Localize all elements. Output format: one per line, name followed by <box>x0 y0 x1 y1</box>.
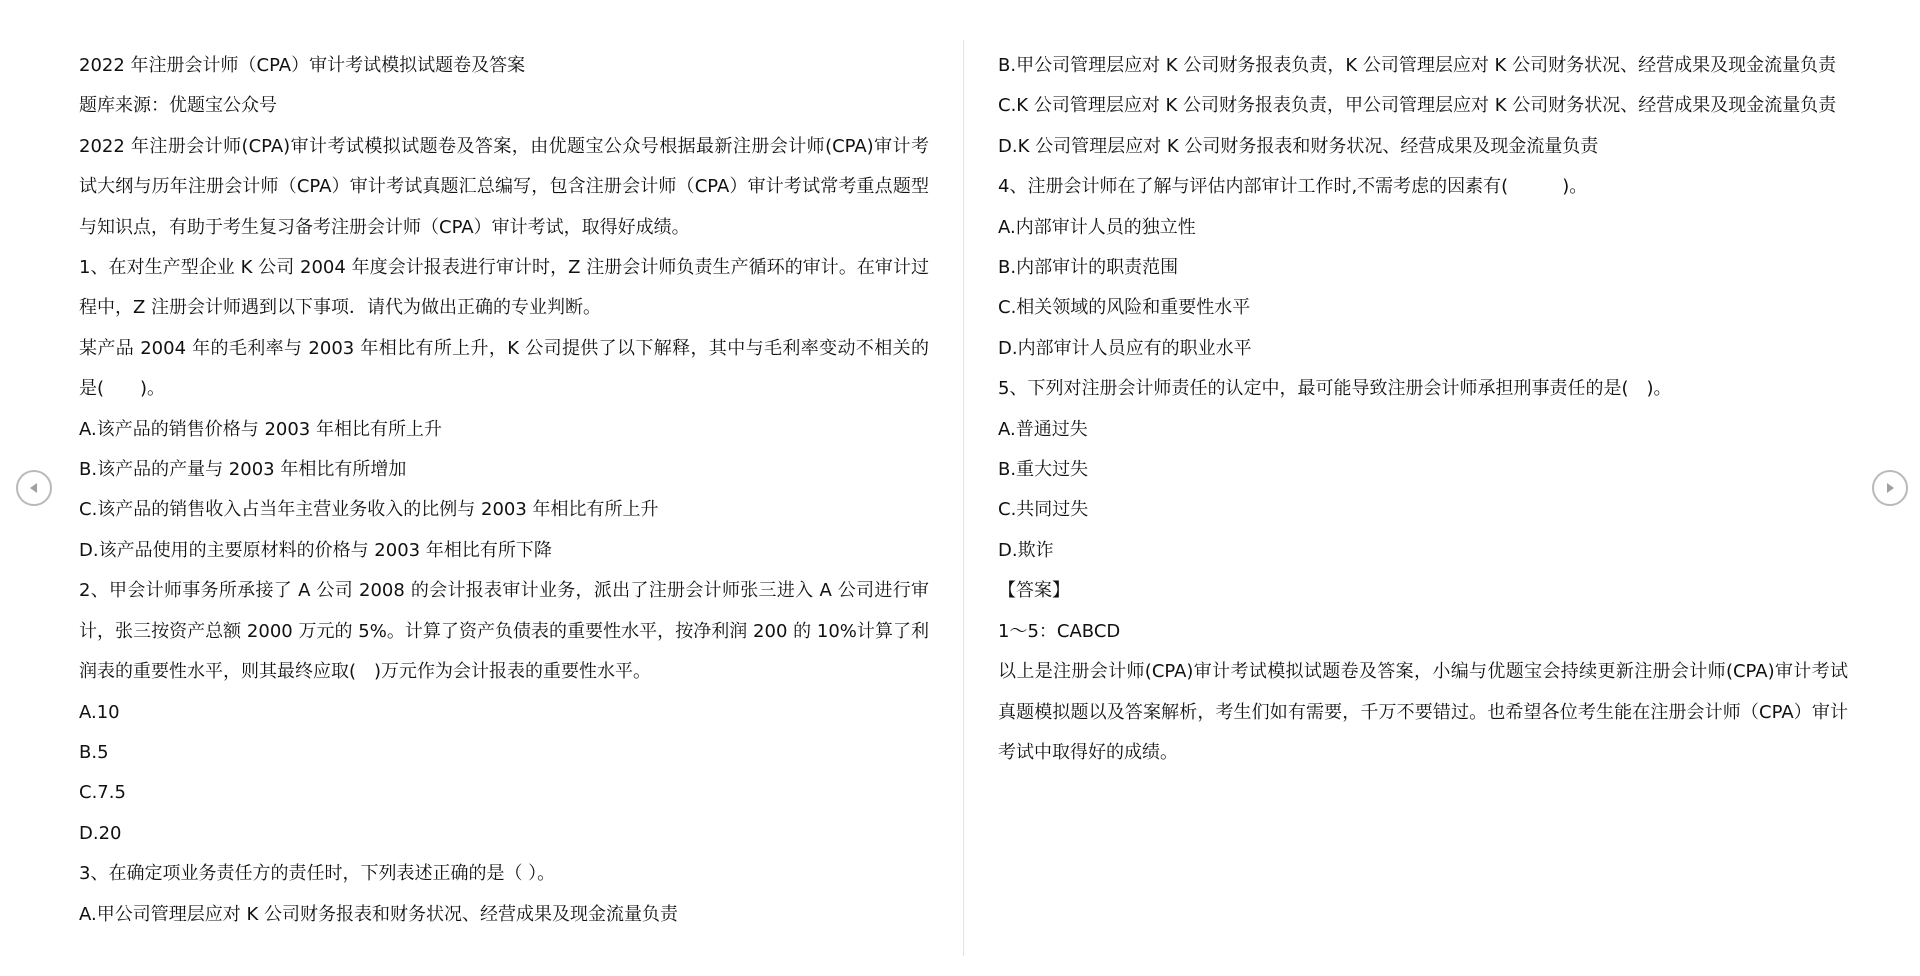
question-2-stem: 2、甲会计师事务所承接了 A 公司 2008 的会计报表审计业务，派出了注册会计师张三进入 A 公司进行审计，张三按资产总额 2000 万元的 5%。计算了资产负债表的重要性水平，按净利润 200 的 10%计算了利润表的重要性水平，则其最终应取( )万元作为会计报表的重要性水平。 <box>79 580 929 683</box>
document-title: 2022 年注册会计师（CPA）审计考试模拟试题卷及答案 <box>79 55 526 76</box>
page-divider <box>963 40 964 956</box>
closing-paragraph: 以上是注册会计师(CPA)审计考试模拟试题卷及答案，小编与优题宝会持续更新注册会计师(CPA)审计考试真题模拟题以及答案解析，考生们如有需要，千万不要错过。也希望各位考生能在注册会计师（CPA）审计考试中取得好的成绩。 <box>998 661 1848 763</box>
question-5-option-a: A.普通过失 <box>998 418 1088 440</box>
question-1-subquestion: 某产品 2004 年的毛利率与 2003 年相比有所上升，K 公司提供了以下解释，其中与毛利率变动不相关的是( )。 <box>79 337 929 400</box>
question-1-option-b: B.该产品的产量与 2003 年相比有所增加 <box>79 459 407 481</box>
question-2-option-d: D.20 <box>79 822 122 844</box>
question-3-option-a: A.甲公司管理层应对 K 公司财务报表和财务状况、经营成果及现金流量负责 <box>79 903 678 925</box>
intro-paragraph: 2022 年注册会计师(CPA)审计考试模拟试题卷及答案，由优题宝公众号根据最新注册会计师(CPA)审计考试大纲与历年注册会计师（CPA）审计考试真题汇总编写，包含注册会计师（CPA）审计考试常考重点题型与知识点，有助于考生复习备考注册会计师（CPA）审计考试，取得好成绩。 <box>79 135 929 238</box>
question-4-option-a: A.内部审计人员的独立性 <box>998 216 1196 238</box>
question-5-stem: 5、下列对注册会计师责任的认定中，最可能导致注册会计师承担刑事责任的是( )。 <box>998 378 1672 400</box>
question-3-option-c: C.K 公司管理层应对 K 公司财务报表负责，甲公司管理层应对 K 公司财务状况、经营成果及现金流量负责 <box>998 95 1837 117</box>
chevron-left-icon <box>27 481 41 495</box>
answer-heading: 【答案】 <box>998 580 1070 602</box>
question-3-stem: 3、在确定项业务责任方的责任时，下列表述正确的是（ ）。 <box>79 863 556 885</box>
right-page <box>998 46 1848 773</box>
question-5-option-b: B.重大过失 <box>998 459 1089 481</box>
question-2-option-a: A.10 <box>79 701 120 723</box>
previous-page-button[interactable] <box>16 470 52 506</box>
question-2-option-c: C.7.5 <box>79 782 126 804</box>
question-4-option-b: B.内部审计的职责范围 <box>998 257 1179 279</box>
chevron-right-icon <box>1883 481 1897 495</box>
question-4-option-d: D.内部审计人员应有的职业水平 <box>998 337 1252 359</box>
question-3-option-d: D.K 公司管理层应对 K 公司财务报表和财务状况、经营成果及现金流量负责 <box>998 135 1599 157</box>
question-3-option-b: B.甲公司管理层应对 K 公司财务报表负责，K 公司管理层应对 K 公司财务状况、经营成果及现金流量负责 <box>998 55 1837 76</box>
question-1-option-d: D.该产品使用的主要原材料的价格与 2003 年相比有所下降 <box>79 539 552 561</box>
question-5-option-c: C.共同过失 <box>998 499 1089 521</box>
answer-values: 1～5：CABCD <box>998 620 1121 642</box>
left-page <box>79 46 929 935</box>
question-4-option-c: C.相关领域的风险和重要性水平 <box>998 297 1251 319</box>
question-1-stem: 1、在对生产型企业 K 公司 2004 年度会计报表进行审计时，Z 注册会计师负责生产循环的审计。在审计过程中，Z 注册会计师遇到以下事项．请代为做出正确的专业判断。 <box>79 257 929 319</box>
question-1-option-a: A.该产品的销售价格与 2003 年相比有所上升 <box>79 418 442 440</box>
question-bank-source: 题库来源：优题宝公众号 <box>79 95 277 117</box>
question-4-stem: 4、注册会计师在了解与评估内部审计工作时,不需考虑的因素有( )。 <box>998 176 1588 198</box>
next-page-button[interactable] <box>1872 470 1908 506</box>
question-2-option-b: B.5 <box>79 741 109 763</box>
question-1-option-c: C.该产品的销售收入占当年主营业务收入的比例与 2003 年相比有所上升 <box>79 499 659 521</box>
question-5-option-d: D.欺诈 <box>998 539 1054 561</box>
